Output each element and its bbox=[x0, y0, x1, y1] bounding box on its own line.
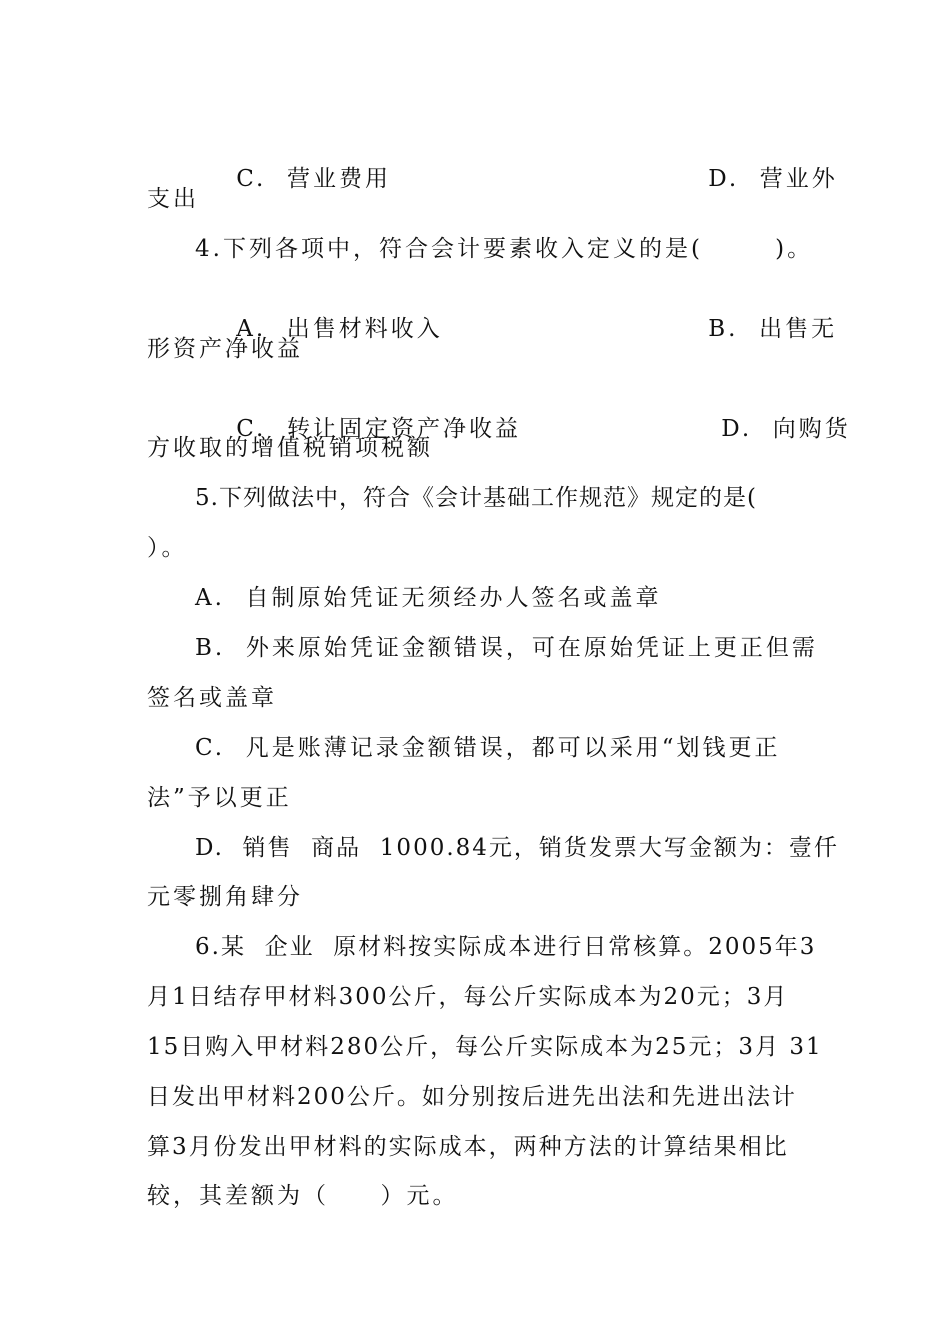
text-line: 法”予以更正 bbox=[147, 785, 292, 811]
option-c-line: C. 凡是账薄记录金额错误，都可以采用“划钱更正 bbox=[195, 735, 781, 761]
option-a-line: A. 自制原始凭证无须经办人签名或盖章 bbox=[195, 585, 662, 611]
option-d-line: D. 销售 商品 1000.84元，销货发票大写金额为：壹仟 bbox=[195, 835, 839, 861]
text-line: 算3月份发出甲材料的实际成本，两种方法的计算结果相比 bbox=[147, 1134, 789, 1160]
option-c-line bbox=[195, 134, 391, 224]
text-line: 较，其差额为（ ）元。 bbox=[147, 1183, 459, 1209]
text-line: 形资产净收益 bbox=[147, 336, 303, 362]
option-a-text: A. 出售材料收入 bbox=[236, 316, 443, 342]
option-d-text: D. 向购货 bbox=[721, 416, 851, 442]
option-c-text: C. 转让固定资产净收益 bbox=[236, 416, 521, 442]
text-line: 支出 bbox=[147, 186, 199, 212]
text-line: 15日购入甲材料280公斤，每公斤实际成本为25元；3月 31 bbox=[147, 1034, 823, 1060]
option-d-text: D. 营业外 bbox=[708, 166, 838, 192]
option-b-line: B. 外来原始凭证金额错误，可在原始凭证上更正但需 bbox=[195, 635, 818, 661]
text-line: 元零捌角肆分 bbox=[147, 884, 303, 910]
option-c-text: C. 营业费用 bbox=[236, 166, 391, 192]
option-b-text: B. 出售无 bbox=[708, 316, 838, 342]
text-line: ）。 bbox=[147, 535, 188, 561]
text-line: 日发出甲材料200公斤。如分别按后进先出法和先进出法计 bbox=[147, 1084, 797, 1110]
question-5: 5.下列做法中，符合《会计基础工作规范》规定的是( bbox=[195, 485, 757, 511]
option-d-line bbox=[680, 384, 851, 474]
text-line: 签名或盖章 bbox=[147, 685, 277, 711]
option-b-line bbox=[667, 284, 837, 374]
question-4: 4.下列各项中，符合会计要素收入定义的是( )。 bbox=[195, 236, 814, 262]
option-d-line bbox=[667, 134, 838, 224]
text-line: 月1日结存甲材料300公斤，每公斤实际成本为20元；3月 bbox=[147, 984, 789, 1010]
question-6: 6.某 企业 原材料按实际成本进行日常核算。2005年3 bbox=[195, 934, 817, 960]
text-line: 方收取的增值税销项税额 bbox=[147, 435, 433, 461]
